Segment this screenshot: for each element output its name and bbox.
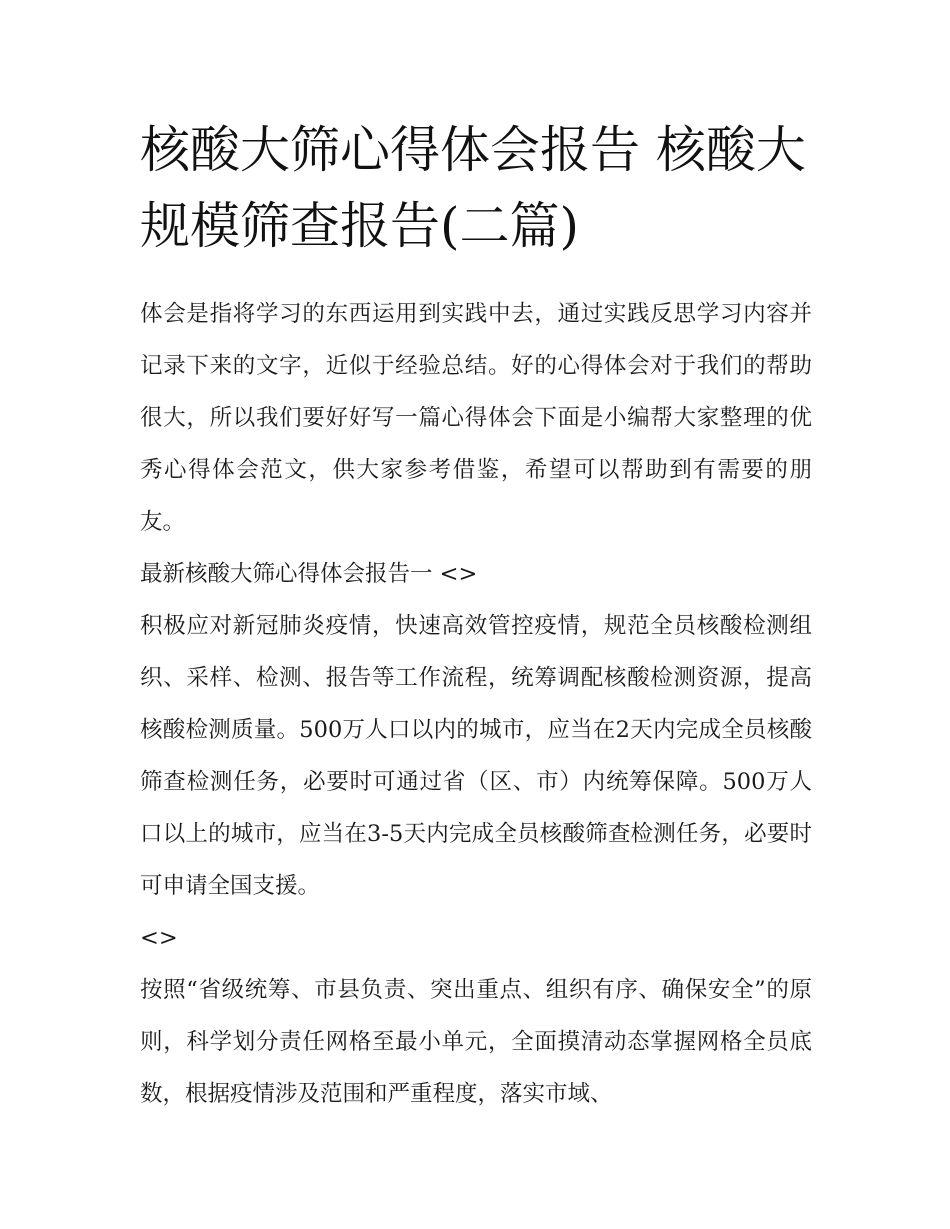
document-body [140,112,812,1120]
document-paragraphs [140,288,812,1120]
intro-paragraph: 体会是指将学习的东西运用到实践中去，通过实践反思学习内容并记录下来的文字，近似于经验总结。好的心得体会对于我们的帮助很大，所以我们要好好写一篇心得体会下面是小编帮大家整理的优秀心得体会范文，供大家参考借鉴，希望可以帮助到有需要的朋友。 [140,301,812,535]
body-paragraph-2: 按照“省级统筹、市县负责、突出重点、组织有序、确保安全”的原则，科学划分责任网格至最小单元，全面摸清动态掌握网格全员底数，根据疫情涉及范围和严重程度，落实市域、 [140,977,812,1107]
document-title: 核酸大筛心得体会报告 核酸大规模筛查报告(二篇) [140,121,806,255]
section-marker: <> [140,925,178,951]
body-paragraph-1: 积极应对新冠肺炎疫情，快速高效管控疫情，规范全员核酸检测组织、采样、检测、报告等工作流程，统筹调配核酸检测资源，提高核酸检测质量。500万人口以内的城市，应当在2天内完成全员核酸筛查检测任务，必要时可通过省（区、市）内统筹保障。500万人口以上的城市，应当在3-5天内完成全员核酸筛查检测任务，必要时可申请全国支援。 [140,613,812,899]
section-heading: 最新核酸大筛心得体会报告一 <> [140,561,478,587]
